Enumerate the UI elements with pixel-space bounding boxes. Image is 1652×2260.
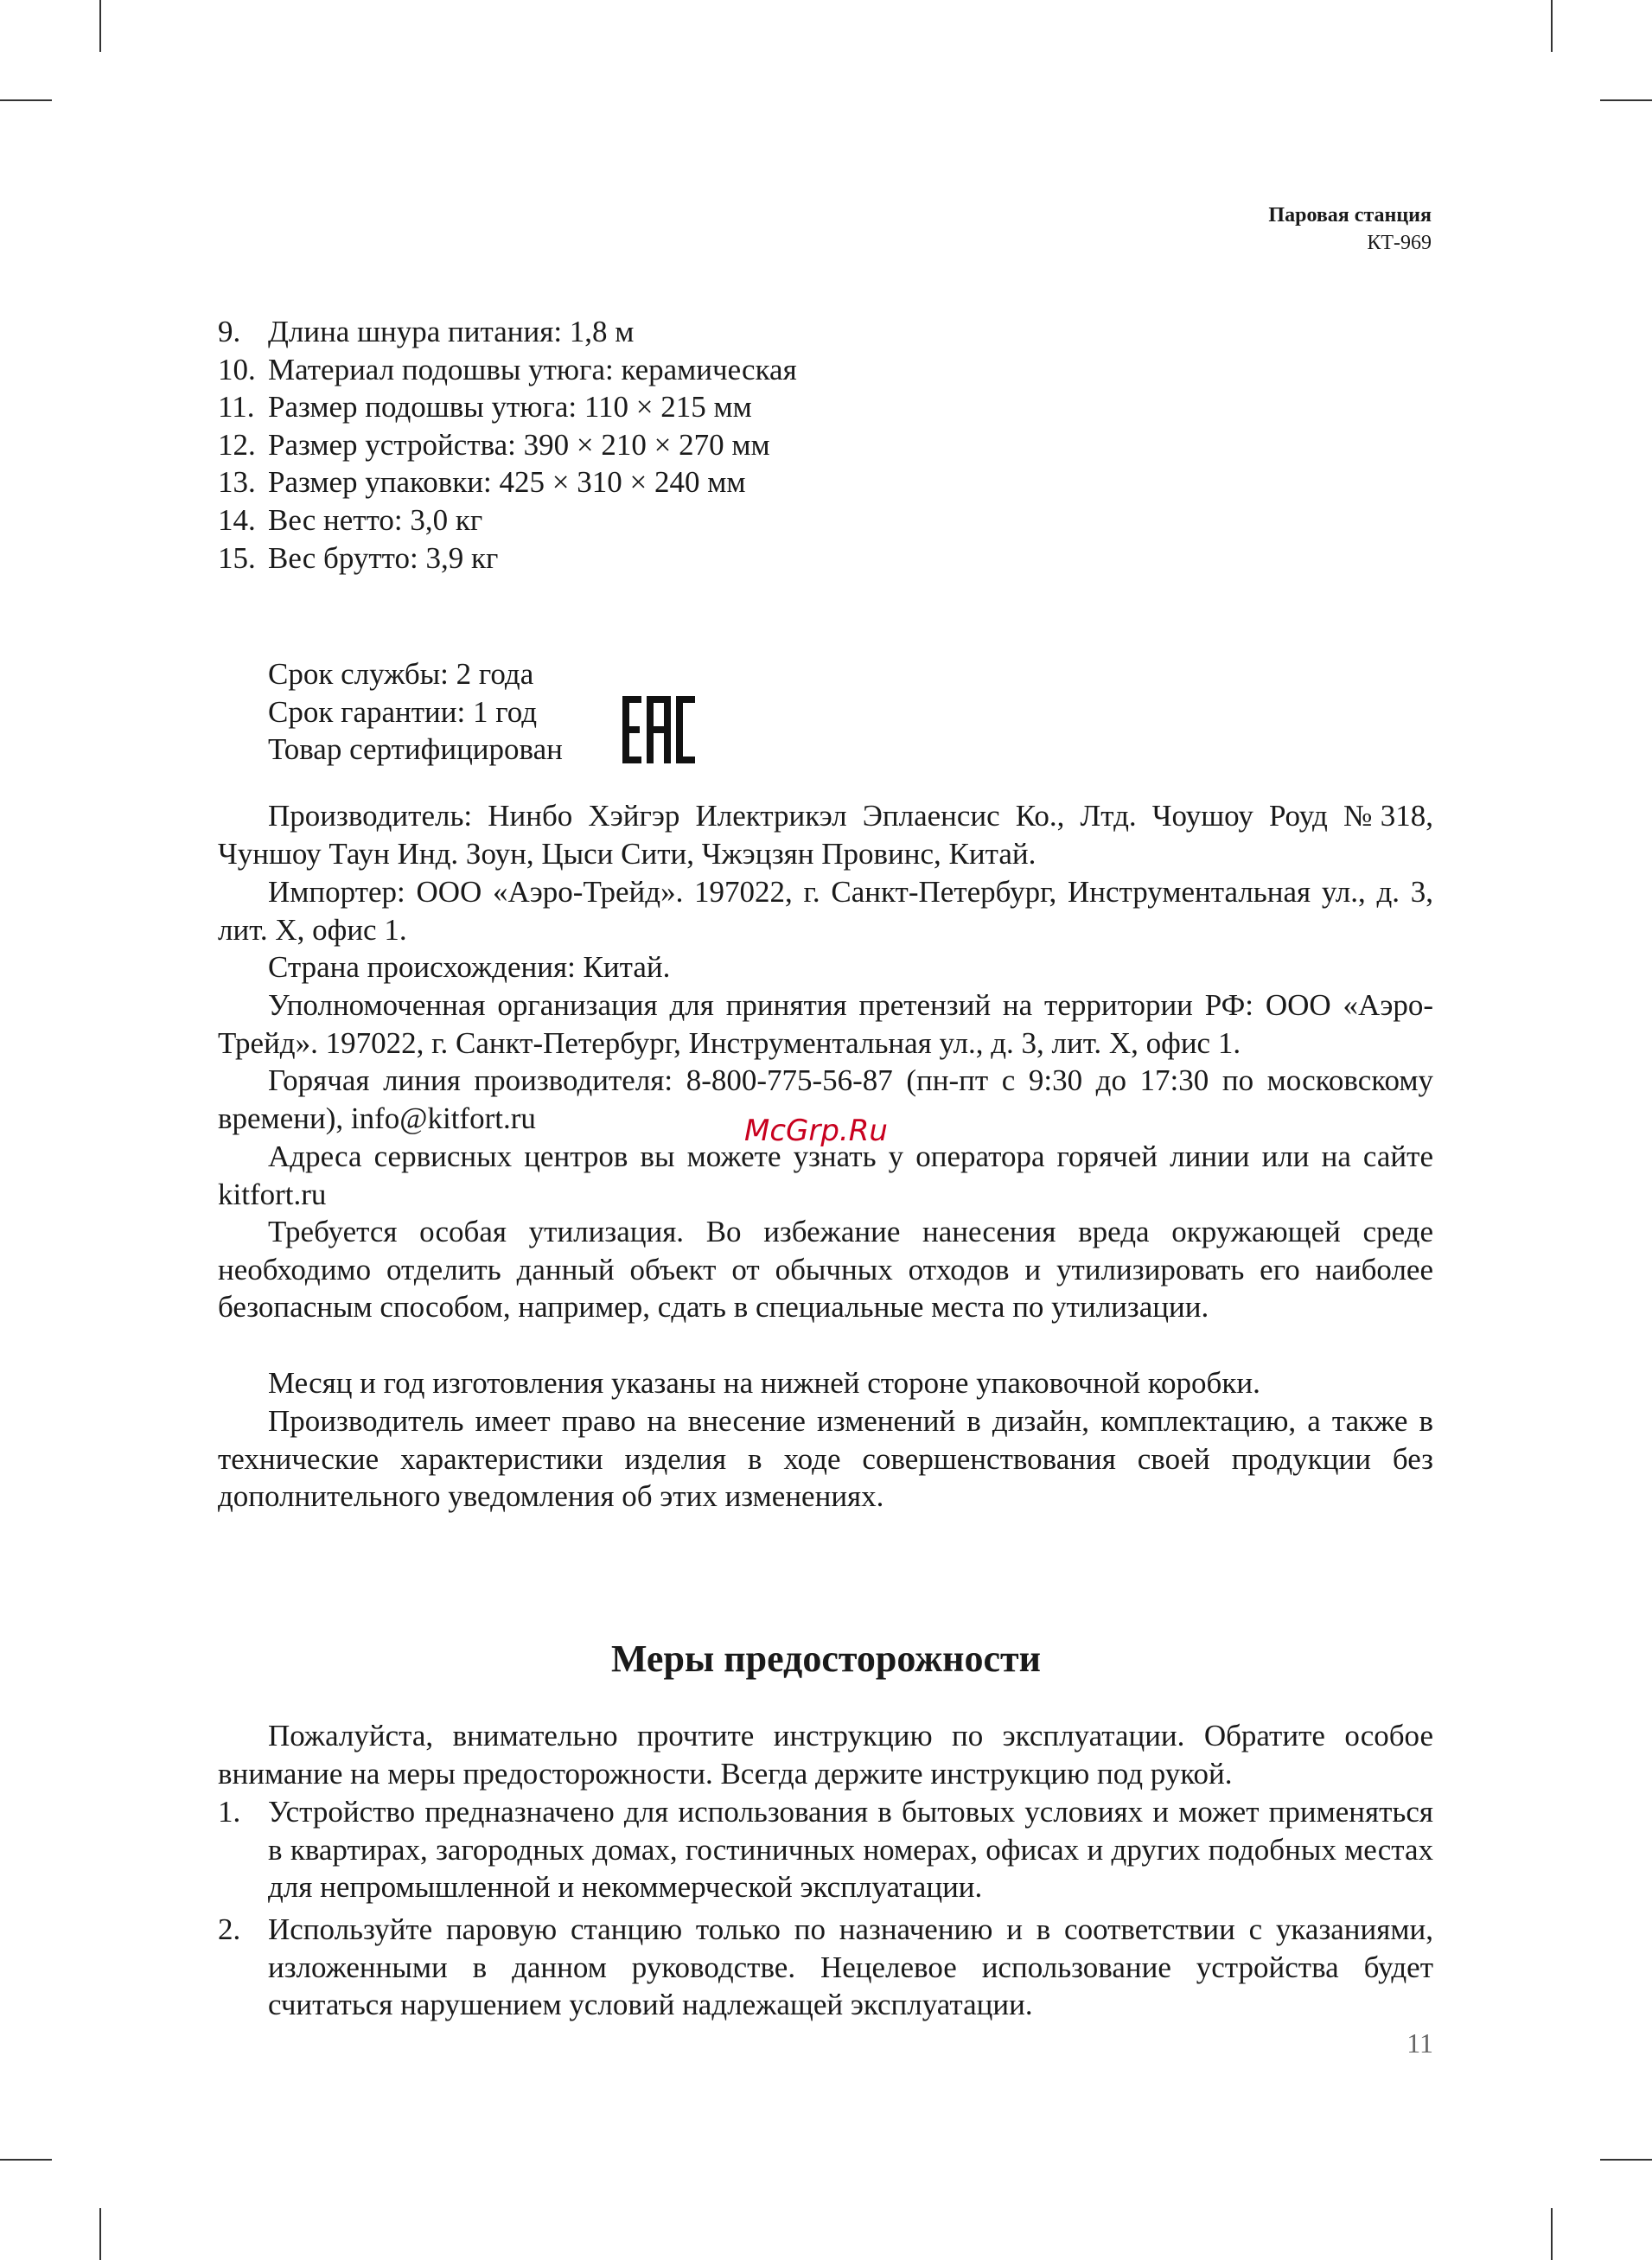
item-number: 10. [218, 352, 256, 386]
item-text: Вес нетто: 3,0 кг [268, 502, 483, 537]
item-number: 12. [218, 427, 256, 462]
service-centers-paragraph: Адреса сервисных центров вы можете узнать у оператора горячей линии или на сайте kitfort.ru [218, 1140, 1433, 1211]
list-item [218, 351, 1433, 389]
manufacturer-paragraph: Производитель: Нинбо Хэйгэр Илектрикэл Эплаенсис Ко., Лтд. Чоушоу Роуд №318, Чуншоу Таун Инд. Зоун, Цыси Сити, Чжэцзян Провинс, Китай. [218, 799, 1433, 871]
item-text: Устройство предназначено для использования в бытовых условиях и может применяться в квартирах, загородных домах, гостиничных номерах, офисах и других подобных местах для непромышленной и некоммерческой эксплуатации. [268, 1795, 1433, 1905]
list-item [218, 463, 1433, 501]
crop-mark [99, 2208, 101, 2260]
manufacture-date-paragraph: Месяц и год изготовления указаны на нижней стороне упаковочной коробки. [268, 1366, 1260, 1400]
list-item [218, 539, 1433, 578]
section-title: Меры предосторожности [610, 1638, 1042, 1680]
watermark: McGrp.Ru [744, 1114, 888, 1148]
service-life: Срок службы: 2 года [268, 657, 534, 691]
item-text: Длина шнура питания: 1,8 м [268, 315, 635, 348]
disposal-paragraph: Требуется особая утилизация. Во избежание нанесения вреда окружающей среде необходимо отделить данный объект от обычных отходов и утилизировать его наиболее безопасным способом, например, сдать в специальные места по утилизации. [218, 1215, 1433, 1325]
crop-mark [99, 0, 101, 52]
list-item [218, 501, 1433, 539]
item-text: Размер подошвы утюга: 110 × 215 мм [268, 390, 752, 425]
header-title: Паровая станция [1268, 204, 1432, 227]
warranty-block [268, 655, 563, 769]
item-number: 14. [218, 502, 256, 537]
certification: Товар сертифицирован [268, 732, 563, 767]
item-number: 11. [218, 390, 255, 425]
item-text: Используйте паровую станцию только по назначению и в соответствии с указаниями, изложенными в данном руководстве. Нецелевое использование устройства будет считаться нарушением условий надлежащей эксплуатации. [268, 1912, 1433, 2022]
item-text: Вес брутто: 3,9 кг [268, 540, 499, 575]
list-item [218, 1911, 1433, 2024]
eac-mark-icon [621, 694, 697, 765]
crop-mark [1551, 0, 1553, 52]
list-item [218, 426, 1433, 464]
item-text: Материал подошвы утюга: керамическая [268, 352, 797, 386]
authorized-org-paragraph: Уполномоченная организация для принятия претензий на территории РФ: ООО «Аэро-Трейд». 197022, г. Санкт-Петербург, Инструментальная ул., д. 3, лит. Х, офис 1. [218, 988, 1433, 1060]
country-paragraph: Страна происхождения: Китай. [268, 950, 671, 984]
item-number: 1. [218, 1795, 241, 1829]
item-text: Размер устройства: 390 × 210 × 270 мм [268, 427, 770, 462]
item-number: 15. [218, 540, 256, 575]
list-item [218, 388, 1433, 426]
crop-mark [0, 99, 52, 101]
specs-list [218, 313, 1433, 577]
crop-mark [0, 2159, 52, 2161]
crop-mark [1600, 99, 1652, 101]
precautions-intro: Пожалуйста, внимательно прочтите инструкцию по эксплуатации. Обратите особое внимание на меры предосторожности. Всегда держите инструкцию под рукой. [218, 1719, 1433, 1791]
running-header [1268, 201, 1432, 257]
list-item [218, 1793, 1433, 1906]
item-number: 9. [218, 315, 241, 348]
warranty-period: Срок гарантии: 1 год [268, 694, 538, 729]
item-number: 2. [218, 1912, 241, 1946]
header-model: КТ-969 [1367, 232, 1432, 254]
item-number: 13. [218, 465, 256, 500]
item-text: Размер упаковки: 425 × 310 × 240 мм [268, 465, 746, 500]
list-item [218, 313, 1433, 351]
page-number: 11 [1406, 2027, 1433, 2059]
hotline-paragraph: Горячая линия производителя: 8-800-775-56-87 (пн-пт с 9:30 до 17:30 по московскому времени), info@kitfort.ru [218, 1063, 1433, 1135]
importer-paragraph: Импортер: ООО «Аэро-Трейд». 197022, г. Санкт-Петербург, Инструментальная ул., д. 3, лит. Х, офис 1. [218, 875, 1433, 947]
crop-mark [1600, 2159, 1652, 2161]
changes-paragraph: Производитель имеет право на внесение изменений в дизайн, комплектацию, а также в технические характеристики изделия в ходе совершенствования своей продукции без дополнительного уведомления об этих изменениях. [218, 1404, 1433, 1514]
crop-mark [1551, 2208, 1553, 2260]
